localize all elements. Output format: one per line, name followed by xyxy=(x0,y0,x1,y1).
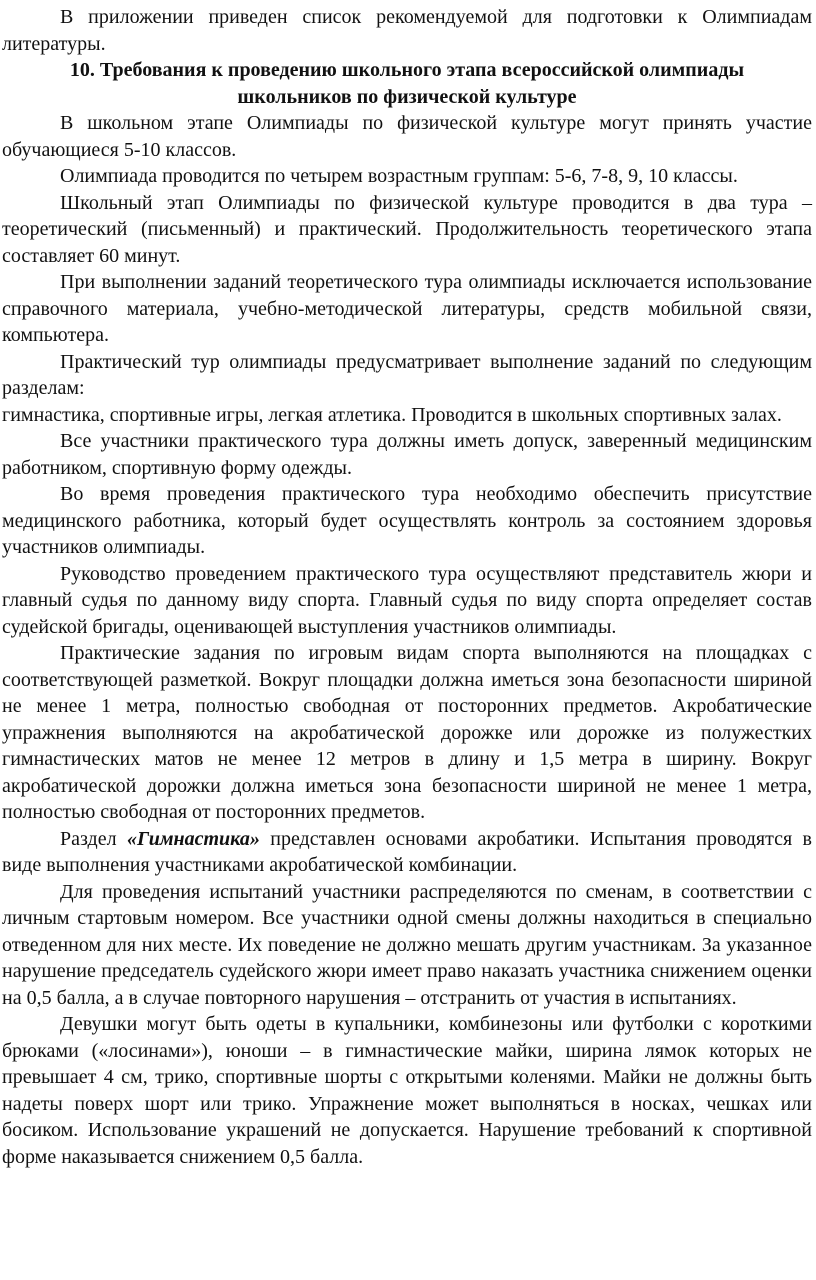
paragraph-medical-presence: Во время проведения практического тура необходимо обеспечить присутствие медицинского работника, который будет осуществлять контроль за состоянием здоровья участников олимпиады. xyxy=(2,483,812,558)
gymnastics-suffix: представлен основами акробатики. Испытания проводятся в виде выполнения участниками акробатической комбинации. xyxy=(2,827,813,876)
paragraph-age-groups: Олимпиада проводится по четырем возрастным группам: 5-6, 7-8, 9, 10 классы. xyxy=(60,165,738,187)
section-heading: 10. Требования к проведению школьного этапа всероссийской олимпиады школьников по физической культуре xyxy=(69,59,745,108)
gymnastics-prefix: Раздел xyxy=(60,827,127,850)
paragraph-jury: Руководство проведением практического тура осуществляют представитель жюри и главный судья по данному виду спорта. Главный судья по виду спорта определяет состав судейской бригады, оценивающей выступления участников олимпиады. xyxy=(2,562,812,638)
paragraph-participants: В школьном этапе Олимпиады по физической культуре могут принять участие обучающиеся 5-10 классов. xyxy=(2,112,812,161)
paragraph-practical-sections: Практический тур олимпиады предусматривает выполнение заданий по следующим разделам: xyxy=(2,350,812,399)
paragraph-gymnastics xyxy=(2,826,812,879)
intro-paragraph: В приложении приведен список рекомендуемой для подготовки к Олимпиадам литературы. xyxy=(2,6,812,55)
gymnastics-emphasis: «Гимнастика» xyxy=(127,827,260,850)
paragraph-tours: Школьный этап Олимпиады по физической культуре проводится в два тура – теоретический (письменный) и практический. Продолжительность теоретического этапа составляет 60 минут. xyxy=(2,191,812,267)
paragraph-uniform: Девушки могут быть одеты в купальники, комбинезоны или футболки с короткими брюками («лосинами»), юноши – в гимнастические майки, ширина лямок которых не превышает 4 см, трико, спортивные шорты с открытыми коленями. Майки не должны быть надеты поверх шорт или трико. Упражнение может выполняться в носках, чешках или босиком. Использование украшений не допускается. Нарушение требований к спортивной форме наказывается снижением 0,5 балла. xyxy=(2,1013,812,1168)
paragraph-medical-admission: Все участники практического тура должны иметь допуск, заверенный медицинским работником, спортивную форму одежды. xyxy=(2,430,812,479)
paragraph-safety-zones: Практические задания по игровым видам спорта выполняются на площадках с соответствующей разметкой. Вокруг площадки должна иметься зона безопасности шириной не менее 1 метра, полностью свободная от посторонних предметов. Акробатические упражнения выполняются на акробатической дорожке или дорожке из полужестких гимнастических матов не менее 12 метров в длину и 1,5 метра в ширину. Вокруг акробатической дорожки должна иметься зона безопасности шириной не менее 1 метра, полностью свободная от посторонних предметов. xyxy=(2,642,812,823)
paragraph-theory-rules: При выполнении заданий теоретического тура олимпиады исключается использование справочного материала, учебно-методической литературы, средств мобильной связи, компьютера. xyxy=(2,271,812,346)
paragraph-sports-list: гимнастика, спортивные игры, легкая атлетика. Проводится в школьных спортивных залах. xyxy=(2,403,782,426)
paragraph-shifts: Для проведения испытаний участники распределяются по сменам, в соответствии с личным стартовым номером. Все участники одной смены должны находиться в специально отведенном для них месте. Их поведение не должно мешать другим участникам. За указанное нарушение председатель судейского жюри имеет право наказать участника снижением оценки на 0,5 балла, а в случае повторного нарушения – отстранить от участия в испытаниях. xyxy=(2,880,812,1009)
